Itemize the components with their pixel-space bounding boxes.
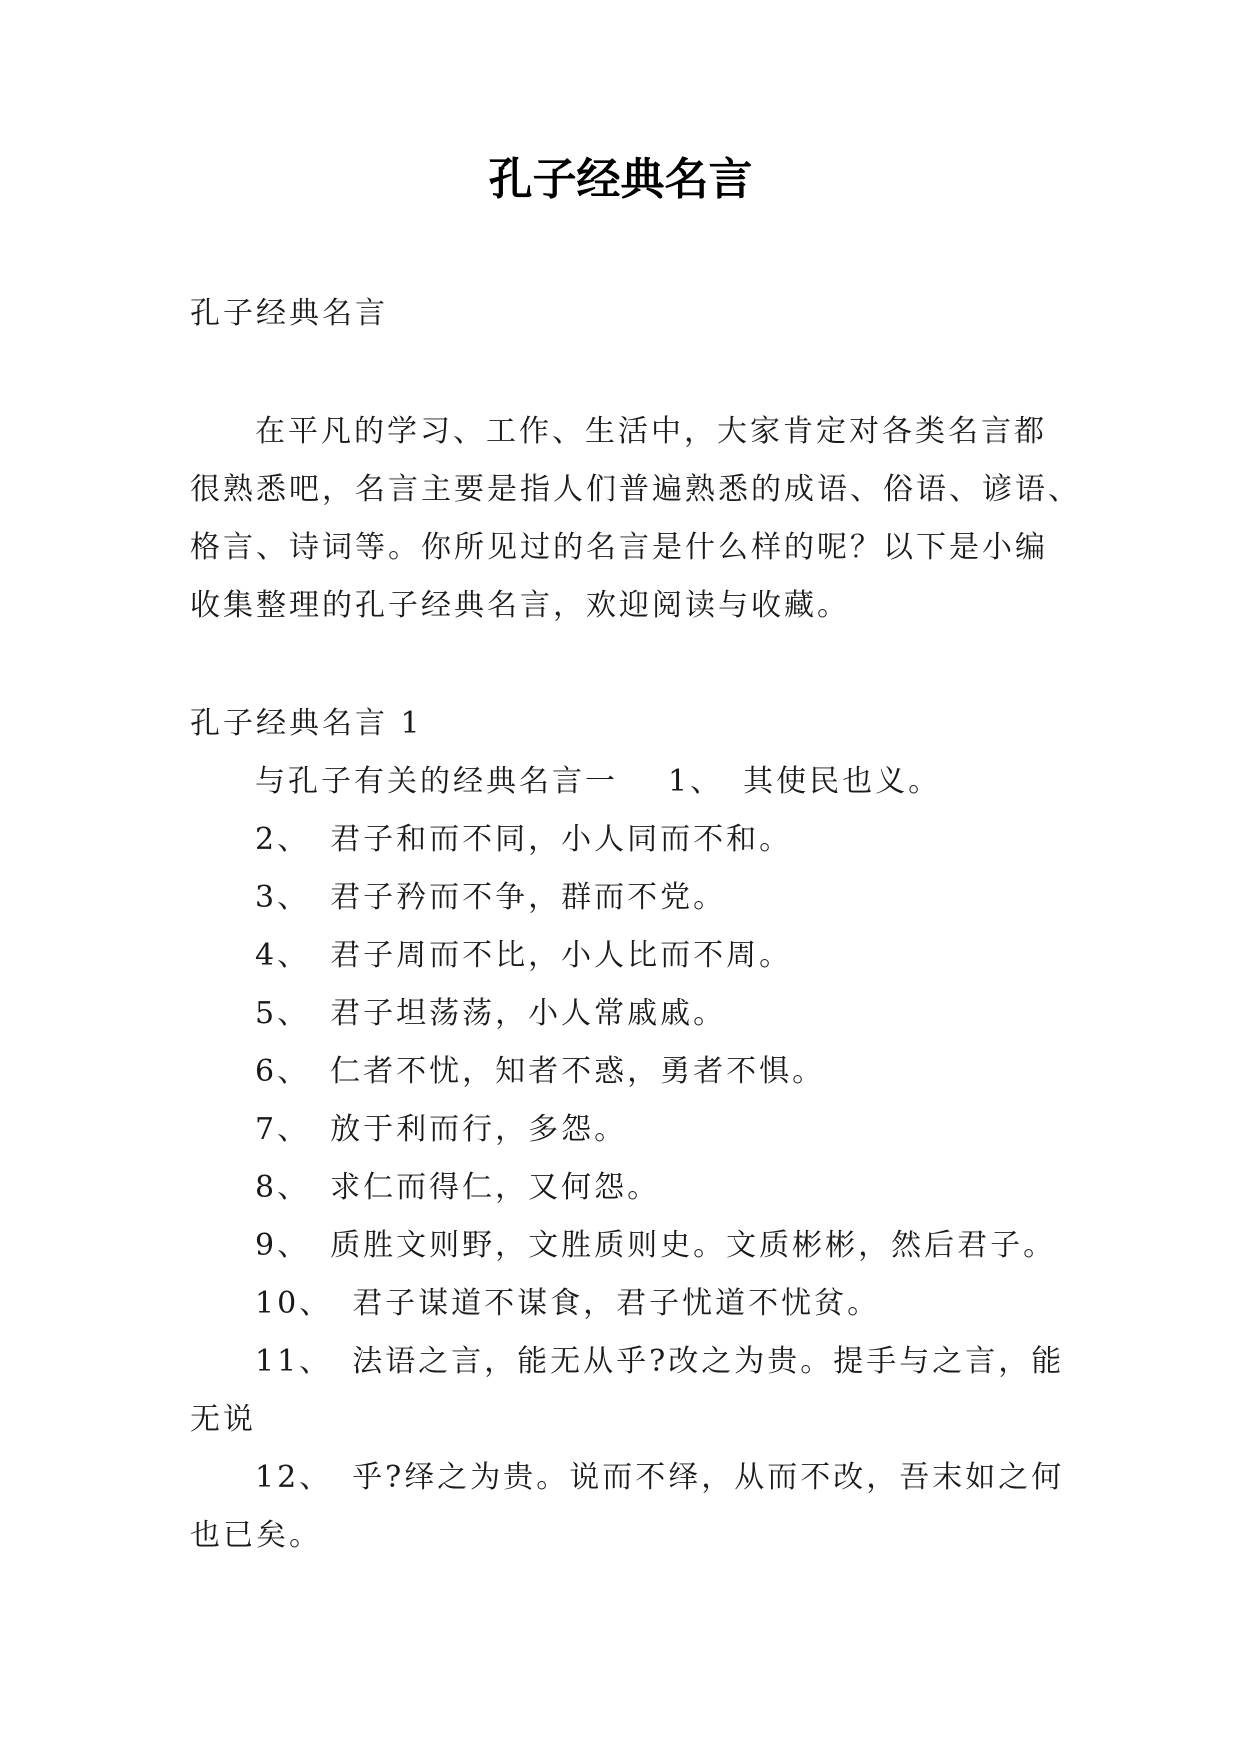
quote-line — [255, 1108, 1155, 1152]
quote-line — [255, 934, 1155, 978]
quote-text: 君子坦荡荡，小人常戚戚。 — [330, 996, 727, 1031]
quote-text: 乎?绎之为贵。说而不绎，从而不改，吾末如之何 — [352, 1460, 1065, 1495]
quote-number: 12、 — [255, 1460, 333, 1495]
quote-text: 仁者不忧，知者不惑，勇者不惧。 — [330, 1054, 826, 1089]
quote-line — [255, 992, 1155, 1036]
quote-number: 5、 — [255, 996, 311, 1031]
quote-text: 法语之言，能无从乎?改之为贵。提手与之言，能 — [352, 1344, 1065, 1379]
quote-line — [255, 1340, 1155, 1384]
document-subtitle: 孔子经典名言 — [190, 296, 388, 331]
quote-continuation: 也已矣。 — [190, 1518, 322, 1553]
intro-line-2: 很熟悉吧，名言主要是指人们普遍熟悉的成语、俗语、谚语、 — [190, 472, 1081, 507]
quote-line — [255, 760, 1155, 804]
quote-line — [255, 818, 1155, 862]
quote-text: 其使民也义。 — [743, 764, 942, 799]
quote-text: 君子周而不比，小人比而不周。 — [330, 938, 793, 973]
quote-text: 质胜文则野，文胜质则史。文质彬彬，然后君子。 — [330, 1228, 1057, 1263]
quote-number: 2、 — [255, 822, 311, 857]
quote-number: 1、 — [668, 764, 724, 799]
intro-line-4: 收集整理的孔子经典名言，欢迎阅读与收藏。 — [190, 588, 850, 623]
quote-number: 4、 — [255, 938, 311, 973]
quote-text: 放于利而行，多怨。 — [330, 1112, 628, 1147]
quote-text: 君子矜而不争，群而不党。 — [330, 880, 727, 915]
quote-line — [255, 1224, 1155, 1268]
document-title: 孔子经典名言 — [488, 154, 753, 205]
section-lead: 与孔子有关的经典名言一 — [255, 764, 618, 799]
quote-text: 君子和而不同，小人同而不和。 — [330, 822, 793, 857]
section-heading: 孔子经典名言 1 — [190, 706, 423, 741]
quote-number: 10、 — [255, 1286, 333, 1321]
quote-number: 9、 — [255, 1228, 311, 1263]
quote-number: 8、 — [255, 1170, 311, 1205]
intro-line-1: 在平凡的学习、工作、生活中，大家肯定对各类名言都 — [255, 414, 1047, 449]
quote-line — [255, 1166, 1155, 1210]
quote-line — [255, 1282, 1155, 1326]
quote-line — [255, 1050, 1155, 1094]
quote-number: 3、 — [255, 880, 311, 915]
quote-line — [255, 876, 1155, 920]
quote-number: 7、 — [255, 1112, 311, 1147]
quote-number: 11、 — [255, 1344, 333, 1379]
quote-text: 求仁而得仁，又何怨。 — [330, 1170, 661, 1205]
quote-text: 君子谋道不谋食，君子忧道不忧贫。 — [352, 1286, 881, 1321]
quote-line — [255, 1456, 1155, 1500]
intro-line-3: 格言、诗词等。你所见过的名言是什么样的呢？以下是小编 — [190, 530, 1048, 565]
quote-continuation: 无说 — [190, 1402, 256, 1437]
quote-number: 6、 — [255, 1054, 311, 1089]
